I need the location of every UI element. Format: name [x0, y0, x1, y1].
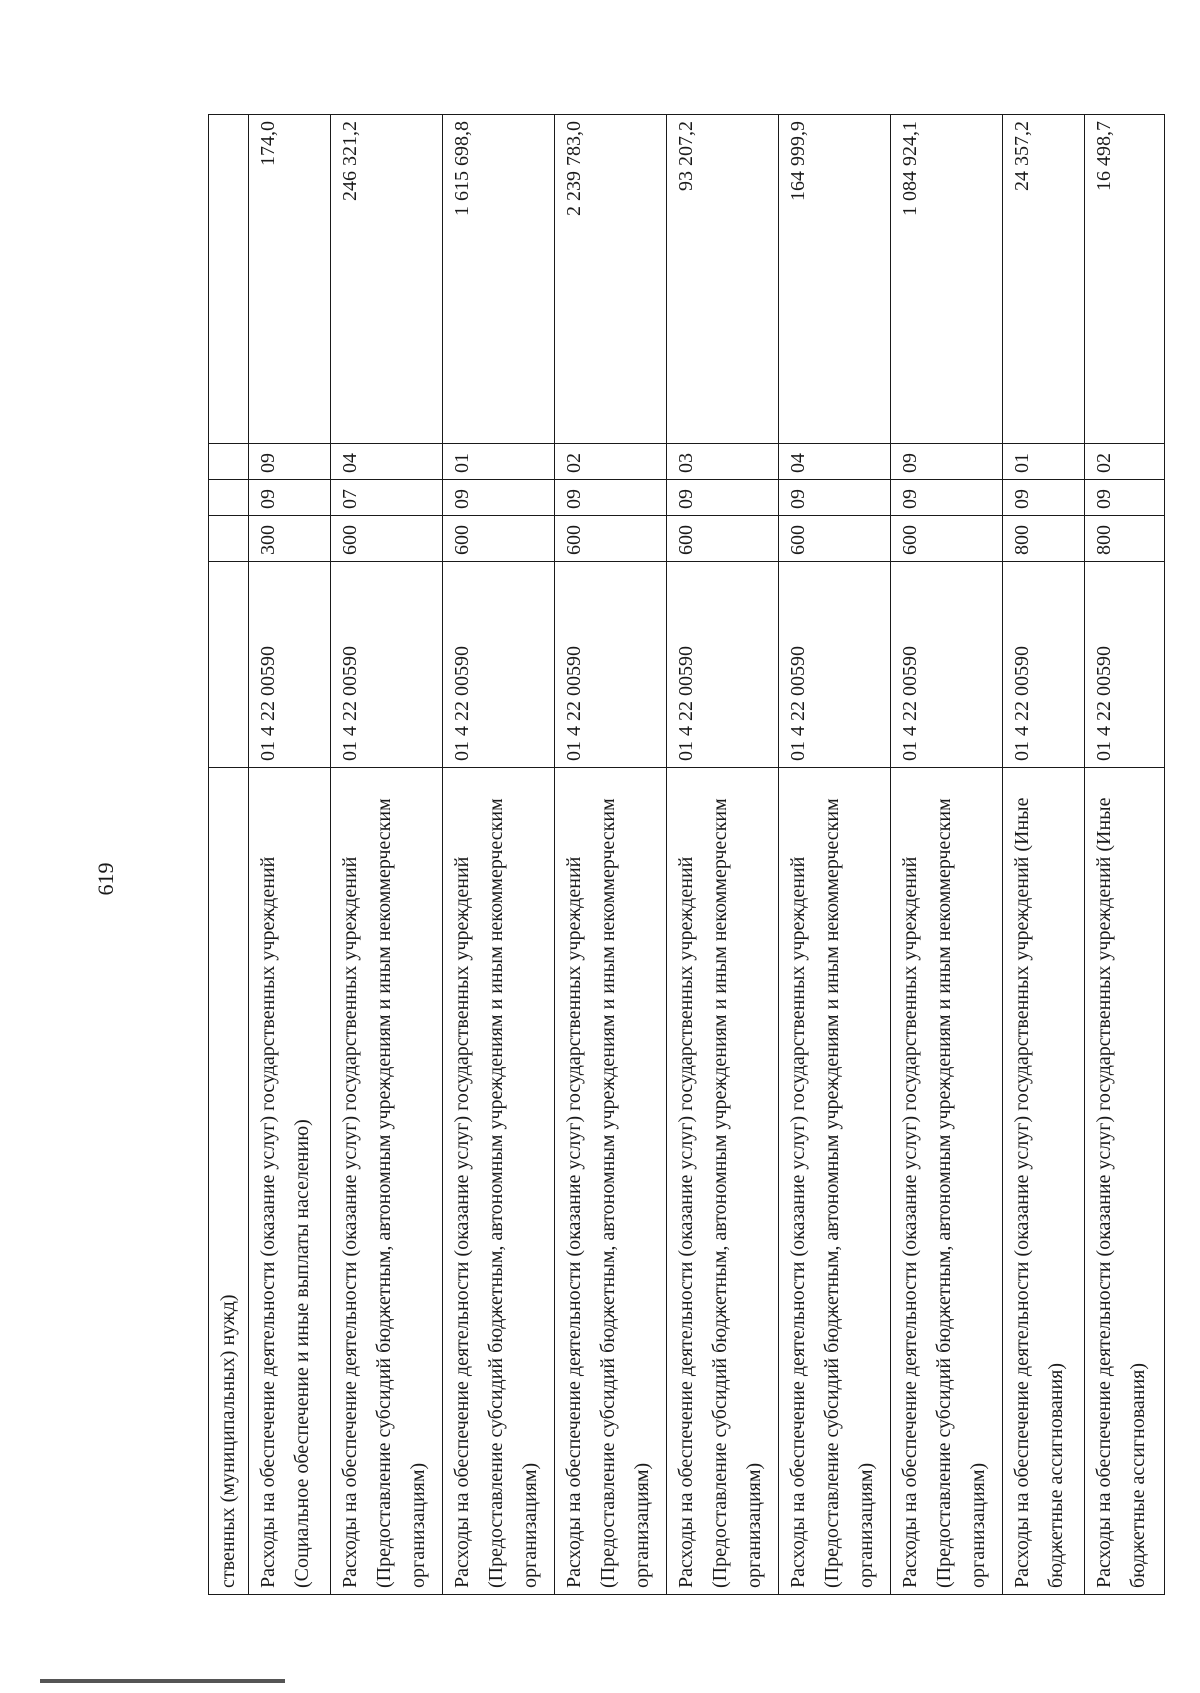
expense-type-code: 600	[331, 516, 443, 562]
amount-value: 164 999,9	[779, 115, 891, 444]
target-article-code: 01 4 22 00590	[667, 562, 779, 768]
page-number: 619	[93, 862, 118, 896]
section-code: 09	[555, 480, 667, 516]
target-article-code: 01 4 22 00590	[1003, 562, 1085, 768]
amount-value: 16 498,7	[1085, 115, 1165, 444]
expense-type-code: 300	[249, 516, 331, 562]
section-code: 09	[1003, 480, 1085, 516]
expense-type-code: 600	[667, 516, 779, 562]
expense-type-code: 800	[1085, 516, 1165, 562]
continuation-text: ственных (муниципальных) нужд)	[209, 768, 249, 1595]
empty-cell	[209, 562, 249, 768]
row-description: Расходы на обеспечение деятельности (оказание услуг) государственных учреждений (Предоставление субсидий бюджетным, автономным учреждениям и иным некоммерческим организациям)	[555, 768, 667, 1595]
amount-value: 24 357,2	[1003, 115, 1085, 444]
table-row	[1085, 115, 1165, 1595]
target-article-code: 01 4 22 00590	[331, 562, 443, 768]
row-description: Расходы на обеспечение деятельности (оказание услуг) государственных учреждений (Предоставление субсидий бюджетным, автономным учреждениям и иным некоммерческим организациям)	[443, 768, 555, 1595]
target-article-code: 01 4 22 00590	[1085, 562, 1165, 768]
target-article-code: 01 4 22 00590	[249, 562, 331, 768]
section-code: 09	[779, 480, 891, 516]
section-code: 09	[1085, 480, 1165, 516]
amount-value: 2 239 783,0	[555, 115, 667, 444]
budget-table-body	[209, 115, 1165, 1595]
continuation-row	[209, 115, 249, 1595]
amount-value: 174,0	[249, 115, 331, 444]
target-article-code: 01 4 22 00590	[443, 562, 555, 768]
row-description: Расходы на обеспечение деятельности (оказание услуг) государственных учреждений (Социальное обеспечение и иные выплаты населению)	[249, 768, 331, 1595]
expense-type-code: 600	[555, 516, 667, 562]
budget-table	[208, 114, 1165, 1595]
scan-edge-mark	[40, 1679, 285, 1683]
table-row	[555, 115, 667, 1595]
empty-cell	[209, 516, 249, 562]
section-code: 09	[891, 480, 1003, 516]
target-article-code: 01 4 22 00590	[891, 562, 1003, 768]
row-description: Расходы на обеспечение деятельности (оказание услуг) государственных учреждений (Иные бюджетные ассигнования)	[1085, 768, 1165, 1595]
rotated-table-container	[208, 115, 1149, 1595]
table-row	[891, 115, 1003, 1595]
subsection-code: 02	[555, 444, 667, 480]
empty-cell	[209, 115, 249, 444]
subsection-code: 09	[249, 444, 331, 480]
section-code: 09	[667, 480, 779, 516]
subsection-code: 04	[331, 444, 443, 480]
expense-type-code: 600	[891, 516, 1003, 562]
expense-type-code: 600	[443, 516, 555, 562]
subsection-code: 02	[1085, 444, 1165, 480]
subsection-code: 03	[667, 444, 779, 480]
row-description: Расходы на обеспечение деятельности (оказание услуг) государственных учреждений (Предоставление субсидий бюджетным, автономным учреждениям и иным некоммерческим организациям)	[667, 768, 779, 1595]
amount-value: 93 207,2	[667, 115, 779, 444]
table-row	[331, 115, 443, 1595]
row-description: Расходы на обеспечение деятельности (оказание услуг) государственных учреждений (Предоставление субсидий бюджетным, автономным учреждениям и иным некоммерческим организациям)	[891, 768, 1003, 1595]
subsection-code: 01	[1003, 444, 1085, 480]
table-row	[667, 115, 779, 1595]
section-code: 09	[249, 480, 331, 516]
row-description: Расходы на обеспечение деятельности (оказание услуг) государственных учреждений (Предоставление субсидий бюджетным, автономным учреждениям и иным некоммерческим организациям)	[779, 768, 891, 1595]
amount-value: 246 321,2	[331, 115, 443, 444]
table-row	[779, 115, 891, 1595]
subsection-code: 04	[779, 444, 891, 480]
table-row	[249, 115, 331, 1595]
amount-value: 1 084 924,1	[891, 115, 1003, 444]
section-code: 09	[443, 480, 555, 516]
row-description: Расходы на обеспечение деятельности (оказание услуг) государственных учреждений (Предоставление субсидий бюджетным, автономным учреждениям и иным некоммерческим организациям)	[331, 768, 443, 1595]
target-article-code: 01 4 22 00590	[555, 562, 667, 768]
subsection-code: 09	[891, 444, 1003, 480]
table-row	[443, 115, 555, 1595]
subsection-code: 01	[443, 444, 555, 480]
amount-value: 1 615 698,8	[443, 115, 555, 444]
empty-cell	[209, 444, 249, 480]
expense-type-code: 800	[1003, 516, 1085, 562]
expense-type-code: 600	[779, 516, 891, 562]
target-article-code: 01 4 22 00590	[779, 562, 891, 768]
empty-cell	[209, 480, 249, 516]
section-code: 07	[331, 480, 443, 516]
table-row	[1003, 115, 1085, 1595]
row-description: Расходы на обеспечение деятельности (оказание услуг) государственных учреждений (Иные бюджетные ассигнования)	[1003, 768, 1085, 1595]
